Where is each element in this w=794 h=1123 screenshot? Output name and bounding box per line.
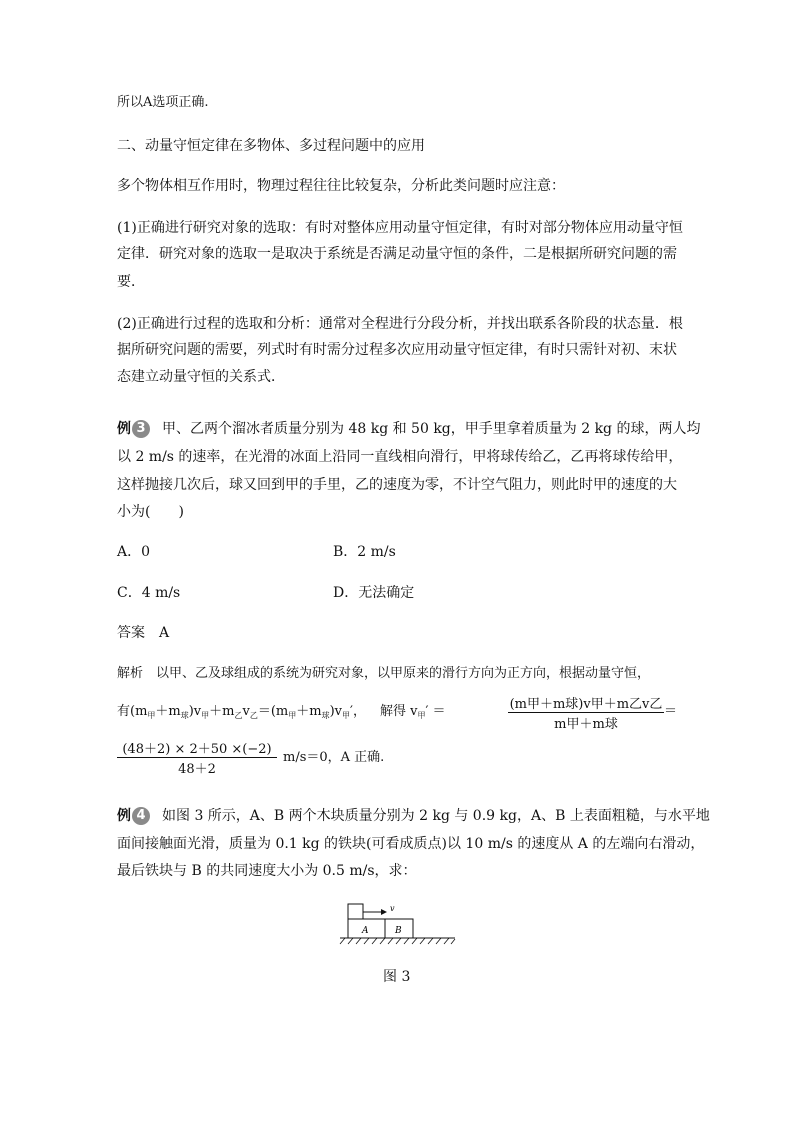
paragraph-1-line-3: 要．: [117, 274, 145, 290]
example-3-line-1: [117, 419, 700, 439]
option-d: D．无法确定: [333, 585, 415, 601]
example-3-line-3: 这样抛接几次后，球又回到甲的手里，乙的速度为零，不计空气阻力，则此时甲的速度的大: [117, 477, 677, 493]
example-3-line-4: 小为( ): [117, 504, 184, 520]
fraction-numeric-numerator: (48＋2) × 2＋50 ×(−2): [122, 742, 272, 757]
question-text: 甲、乙两个溜冰者质量分别为 48 kg 和 50 kg，甲手里拿着质量为 2 kg 的球，两人均: [162, 421, 701, 437]
fraction-numerator: (m甲＋m球)v甲＋m乙v乙: [509, 697, 663, 712]
velocity-label: v: [390, 904, 395, 913]
option-c: C．4 m/s: [117, 585, 181, 601]
example-label: 例: [117, 421, 131, 437]
fraction-denominator: m甲＋m球: [508, 712, 664, 732]
example-label: 例: [117, 808, 131, 824]
text-line: 所以A选项正确.: [117, 95, 209, 110]
example-4-line-3: 最后铁块与 B 的共同速度大小为 0.5 m/s，求：: [117, 863, 417, 879]
paragraph-intro: 多个物体相互作用时，物理过程往往比较复杂，分析此类问题时应注意：: [117, 178, 565, 194]
solution-line-1: 解析 以甲、乙及球组成的系统为研究对象，以甲原来的滑行方向为正方向，根据动量守恒，: [117, 666, 651, 681]
ground-hatching: [340, 938, 455, 944]
option-a: A．0: [117, 544, 151, 560]
figure-caption: 图 3: [383, 969, 411, 985]
figure-3-diagram: [335, 898, 459, 948]
example-3-line-2: 以 2 m/s 的速率，在光滑的冰面上沿同一直线相向滑行，甲将球传给乙，乙再将球传给甲，: [117, 449, 683, 465]
paragraph-2-line-1: (2)正确进行过程的选取和分析：通常对全程进行分段分析，并找出联系各阶段的状态量．根: [117, 316, 683, 332]
equals-sign: ＝: [664, 704, 678, 719]
equation-prefix: 有(m: [117, 704, 148, 719]
velocity-arrow-head: [381, 909, 387, 915]
solution-result: m/s＝0，A 正确.: [283, 750, 385, 765]
paragraph-1-line-1: (1)正确进行研究对象的选取：有时对整体应用动量守恒定律，有时对部分物体应用动量守恒: [117, 220, 683, 236]
fraction-numeric: [117, 738, 277, 777]
iron-block: [348, 904, 363, 919]
block-a-label: A: [362, 926, 369, 936]
equation-solve: 解得 v: [379, 704, 418, 719]
solution-equation-left: 有$(m_甲+m_球)v_甲+m_乙v_乙=(m_甲+m_球)v_甲'$， 解得 $v_甲'$ ＝: [117, 704, 446, 720]
paragraph-1-line-2: 定律．研究对象的选取一是取决于系统是否满足动量守恒的条件，二是根据所研究问题的需: [117, 246, 677, 262]
paragraph-2-line-2: 据所研究问题的需要，列式时有时需分过程多次应用动量守恒定律，有时只需针对初、末状: [117, 342, 677, 358]
answer-line: 答案 A: [117, 625, 170, 641]
example-4-line-2: 面间接触面光滑，质量为 0.1 kg 的铁块(可看成质点)以 10 m/s 的速度从 A 的左端向右滑动，: [117, 836, 705, 852]
fraction-numeric-denominator: 48＋2: [117, 757, 277, 777]
block-b-label: B: [395, 926, 402, 936]
paragraph-2-line-3: 态建立动量守恒的关系式．: [117, 369, 285, 385]
fraction-symbolic: [508, 693, 664, 732]
example-number-badge: 3: [132, 420, 150, 438]
section-heading: 二、动量守恒定律在多物体、多过程问题中的应用: [117, 138, 425, 154]
option-b: B．2 m/s: [333, 544, 396, 560]
question-text: 如图 3 所示，A、B 两个木块质量分别为 2 kg 与 0.9 kg，A、B 上表面粗糙，与水平地: [162, 808, 710, 824]
example-number-badge: 4: [132, 807, 150, 825]
example-4-line-1: [117, 806, 710, 826]
